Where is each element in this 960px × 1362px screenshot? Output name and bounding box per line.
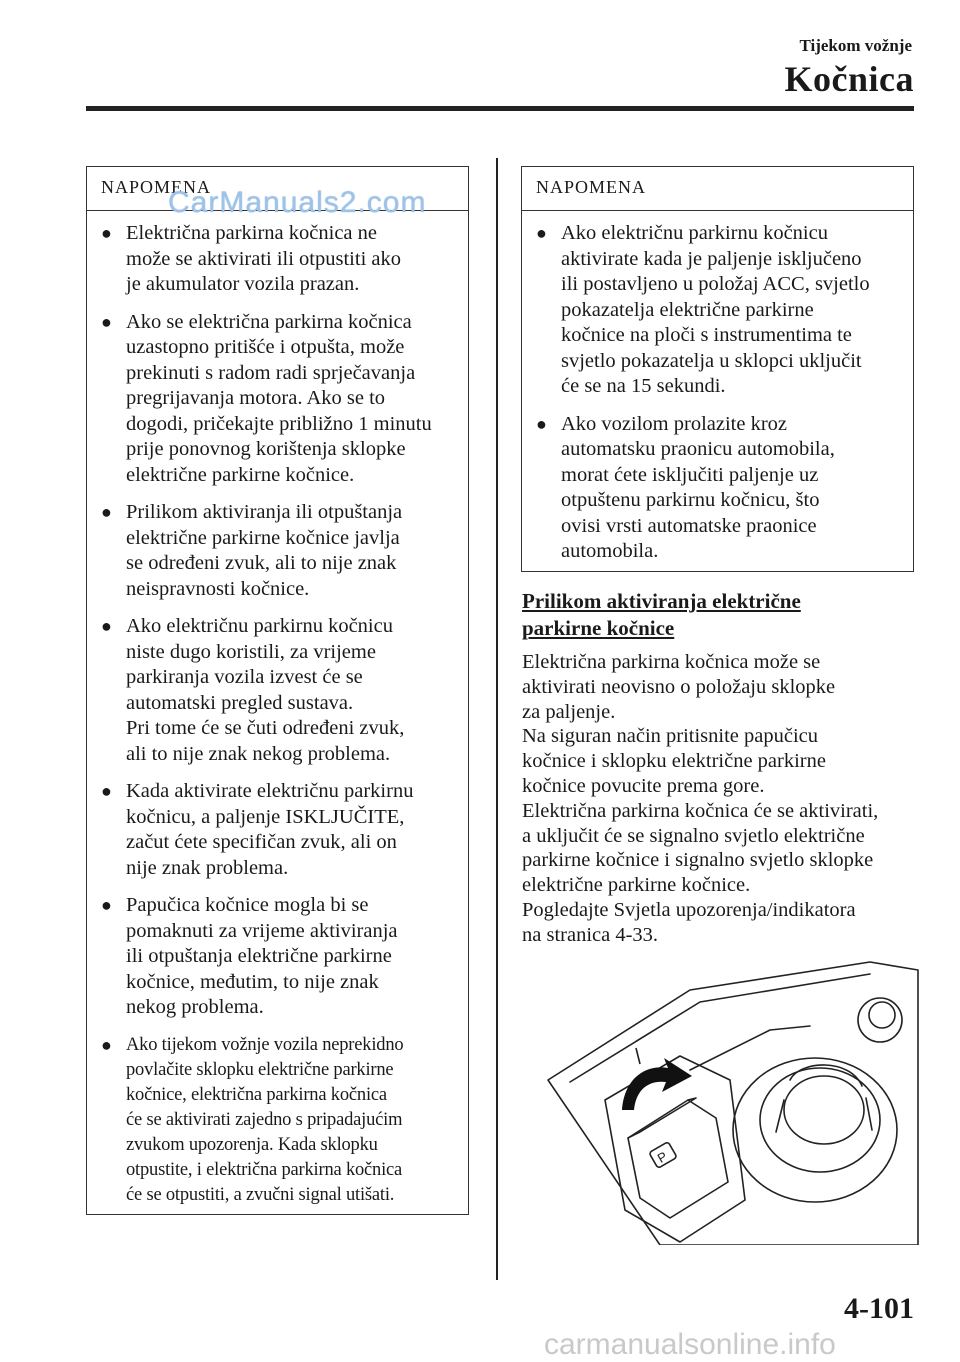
watermark-footer: carmanualsonline.info bbox=[544, 1328, 836, 1361]
note-list bbox=[87, 211, 468, 1208]
note-item-text: Ako vozilom prolazite kroz automatsku praonicu automobila, morat ćete isključiti paljenje uz otpuštenu parkirnu kočnicu, što ovisi vrsti automatske praonice automobila. bbox=[561, 412, 835, 562]
volume-knob bbox=[858, 998, 902, 1042]
column-divider bbox=[496, 158, 498, 1280]
section-heading: Prilikom aktiviranja električne parkirne kočnice bbox=[522, 589, 801, 640]
bullet-icon: ● bbox=[101, 502, 112, 522]
bullet-icon: ● bbox=[101, 1034, 112, 1055]
bullet-icon: ● bbox=[101, 781, 112, 801]
bullet-icon: ● bbox=[101, 616, 112, 636]
note-list bbox=[522, 211, 913, 565]
note-item-text: Papučica kočnice mogla bi se pomaknuti za vrijeme aktiviranja ili otpuštanja električne parkirne kočnice, međutim, to nije znak nekog problema. bbox=[126, 894, 398, 1018]
note-item bbox=[536, 221, 901, 400]
note-item bbox=[101, 310, 456, 489]
pull-indicator-line bbox=[636, 1048, 640, 1064]
section-body: Električna parkirna kočnica može se aktivirati neovisno o položaju sklopke za paljenje. Na siguran način pritisnite papučicu kočnice i sklopku električne parkirne kočnice povucite prema gore. Električna parkirna kočnica će se aktivirati, a uključit će se signalno svjetlo električne parkirne kočnice i signalno svjetlo sklopke električne parkirne kočnice. Pogledajte Svjetla upozorenja/indikatora na stranica 4-33. bbox=[522, 651, 879, 946]
note-item-text: Ako električnu parkirnu kočnicu aktivirate kada je paljenje isključeno ili postavljeno u položaj ACC, svjetlo pokazatelja električne parkirne kočnice na ploči s instrumentima te svjetlo pokazatelja u sklopci uključit će se na 15 sekundi. bbox=[561, 222, 870, 397]
note-item bbox=[101, 221, 456, 298]
note-item bbox=[101, 1033, 456, 1208]
header-section-label: Tijekom vožnje bbox=[799, 36, 912, 55]
bullet-icon: ● bbox=[536, 223, 547, 243]
header-rule bbox=[86, 106, 914, 111]
page-title: Kočnica bbox=[784, 59, 914, 99]
note-heading: NAPOMENA bbox=[87, 167, 468, 211]
note-item-text: Ako električnu parkirnu kočnicu niste dugo koristili, za vrijeme parkiranja vozila izvest će se automatski pregled sustava. Pri tome će se čuti određeni zvuk, ali to nije znak nekog problema. bbox=[126, 615, 405, 765]
bullet-icon: ● bbox=[101, 895, 112, 915]
bullet-icon: ● bbox=[101, 223, 112, 243]
bullet-icon: ● bbox=[536, 413, 547, 434]
note-item-text: Kada aktivirate električnu parkirnu kočnicu, a paljenje ISKLJUČITE, začut ćete specifičan zvuk, ali on nije znak problema. bbox=[126, 780, 414, 879]
note-item bbox=[101, 500, 456, 602]
bullet-icon: ● bbox=[101, 311, 112, 332]
note-item bbox=[101, 893, 456, 1021]
note-item-text: Prilikom aktiviranja ili otpuštanja električne parkirne kočnice javlja se određeni zvuk, ali to nije znak neispravnosti kočnice. bbox=[126, 501, 403, 600]
note-item bbox=[101, 779, 456, 881]
note-box-right bbox=[521, 166, 914, 572]
note-item-text: Električna parkirna kočnica ne može se aktivirati ili otpustiti ako je akumulator vozila prazan. bbox=[126, 222, 401, 295]
note-item-text: Ako se električna parkirna kočnica uzastopno pritišće i otpušta, može prekinuti s radom radi sprječavanja pregrijavanja motora. Ako se to dogodi, pričekajte približno 1 minutu prije ponovnog korištenja sklopke električne parkirne kočnice. bbox=[126, 310, 432, 486]
note-item-text: Ako tijekom vožnje vozila neprekidno povlačite sklopku električne parkirne kočnice, električna parkirna kočnica će se aktivirati zajedno s pripadajućim zvukom upozorenja. Kada sklopku otpustite, i električna parkirna kočnica će se otpustiti, a zvučni signal utišati. bbox=[126, 1034, 404, 1205]
note-item bbox=[536, 412, 901, 565]
note-box-left bbox=[86, 166, 469, 1215]
commander-knob bbox=[784, 1076, 864, 1144]
pull-up-arrow-icon bbox=[622, 1058, 692, 1110]
note-heading: NAPOMENA bbox=[522, 167, 913, 211]
page-number: 4-101 bbox=[844, 1292, 914, 1325]
parking-brake-switch-illustration bbox=[540, 960, 920, 1245]
watermark-logo: CarManuals2.com bbox=[168, 186, 427, 219]
console-inner-edge bbox=[570, 974, 870, 1082]
parking-brake-switch bbox=[628, 1100, 728, 1218]
switch-symbol: P bbox=[654, 1148, 670, 1166]
note-item bbox=[101, 614, 456, 767]
